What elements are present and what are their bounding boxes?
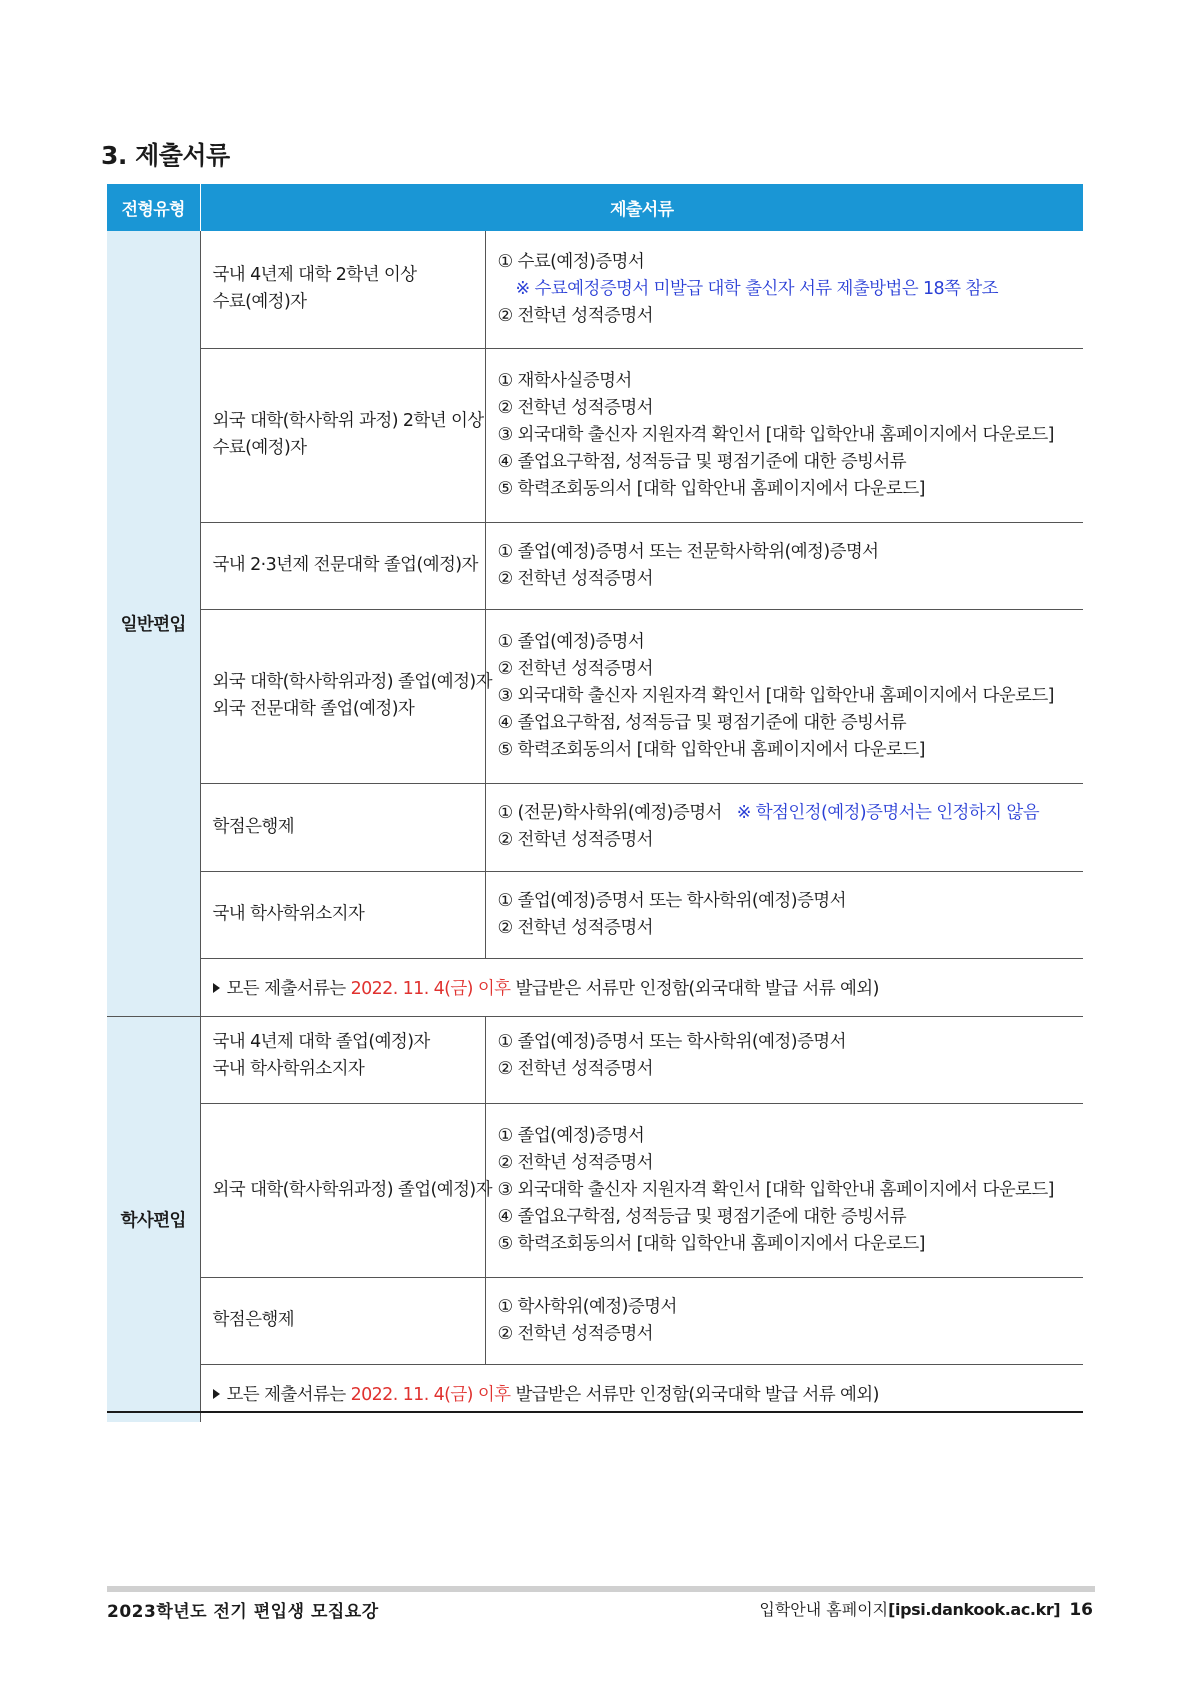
qualification-line: 수료(예정)자 [212,292,307,313]
qualification-cell [200,231,485,348]
notice-date: 2022. 11. 4(금) 이후 [350,1384,511,1405]
qualification-line: 국내 2·3년제 전문대학 졸업(예정)자 [212,555,478,575]
qualification-cell [200,1016,485,1103]
notice-suffix: 발급받은 서류만 인정함(외국대학 발급 서류 예외) [510,1384,879,1405]
document-item: ③ 외국대학 출신자 지원자격 확인서 [대학 입학안내 홈페이지에서 다운로드] [497,1179,1054,1200]
document-item: ② 전학년 성적증명서 [497,568,653,589]
page-number: 16 [1069,1600,1093,1620]
table-row [107,231,1083,348]
document-note: ※ 학점인정(예정)증명서는 인정하지 않음 [736,803,1040,823]
footer-homepage [759,1597,1093,1620]
table-header-row [107,184,1083,231]
qualification-cell [200,871,485,958]
documents-table [107,184,1083,1422]
document-item: ⑤ 학력조회동의서 [대학 입학안내 홈페이지에서 다운로드] [497,739,925,760]
document-item: ⑤ 학력조회동의서 [대학 입학안내 홈페이지에서 다운로드] [497,1233,925,1254]
table-row [107,1103,1083,1277]
document-item: ② 전학년 성적증명서 [497,830,653,850]
table-row [107,871,1083,958]
table-row [107,609,1083,783]
table-row [107,1016,1083,1103]
documents-cell [485,871,1083,958]
qualification-cell [200,348,485,522]
table-bottom-rule [107,1411,1083,1413]
document-item: ④ 졸업요구학점, 성적등급 및 평점기준에 대한 증빙서류 [497,712,907,733]
qualification-line: 국내 4년제 대학 졸업(예정)자 [212,1031,430,1052]
qualification-cell [200,1103,492,1277]
documents-cell [485,231,1083,348]
table-row [107,783,1083,871]
qualification-line: 외국 전문대학 졸업(예정)자 [212,699,415,719]
footer-title: 2023학년도 전기 편입생 모집요강 [107,1602,379,1622]
section-title: 3. 제출서류 [101,141,230,170]
notice-prefix: 모든 제출서류는 [226,978,351,999]
document-item: ④ 졸업요구학점, 성적등급 및 평점기준에 대한 증빙서류 [497,451,907,472]
document-item: ① 졸업(예정)증명서 [497,631,645,652]
document-item: ② 전학년 성적증명서 [497,397,653,418]
document-item: ③ 외국대학 출신자 지원자격 확인서 [대학 입학안내 홈페이지에서 다운로드] [497,424,1054,445]
qualification-line: 외국 대학(학사학위 과정) 2학년 이상 [212,411,484,431]
qualification-cell [200,1277,485,1364]
document-item: ① 졸업(예정)증명서 [497,1125,645,1146]
qualification-line: 외국 대학(학사학위과정) 졸업(예정)자 [212,672,492,692]
document-item: ② 전학년 성적증명서 [497,917,653,938]
header-type: 전형유형 [107,184,200,231]
documents-cell [485,522,1083,609]
notice-suffix: 발급받은 서류만 인정함(외국대학 발급 서류 예외) [510,978,879,999]
qualification-line: 외국 대학(학사학위과정) 졸업(예정)자 [212,1179,492,1200]
qualification-line: 국내 학사학위소지자 [212,1058,365,1079]
table-row [107,348,1083,522]
header-docs: 제출서류 [200,184,1083,231]
qualification-line: 학점은행제 [212,816,295,837]
documents-cell [485,348,1083,522]
document-note: ※ 수료예정증명서 미발급 대학 출신자 서류 제출방법은 18쪽 참조 [515,278,998,299]
document-item: ① (전문)학사학위(예정)증명서 [497,803,722,823]
document-item: ① 졸업(예정)증명서 또는 학사학위(예정)증명서 [497,1031,846,1052]
qualification-line: 학점은행제 [212,1310,295,1330]
qualification-cell [200,522,485,609]
triangle-bullet-icon [213,1389,220,1399]
document-item: ⑤ 학력조회동의서 [대학 입학안내 홈페이지에서 다운로드] [497,478,925,499]
qualification-cell [200,609,492,783]
documents-cell [485,1016,1083,1103]
footer-homepage-url: [ipsi.dankook.ac.kr] [888,1600,1061,1619]
document-item: ④ 졸업요구학점, 성적등급 및 평점기준에 대한 증빙서류 [497,1206,907,1227]
table-row [107,522,1083,609]
type-bachelor-transfer: 학사편입 [107,1016,200,1422]
qualification-line: 국내 학사학위소지자 [212,904,365,924]
qualification-line: 국내 4년제 대학 2학년 이상 [212,265,417,286]
document-item: ① 졸업(예정)증명서 또는 학사학위(예정)증명서 [497,890,846,911]
document-item-with-note [498,800,1084,827]
triangle-bullet-icon [213,983,220,993]
document-item: ② 전학년 성적증명서 [497,1058,653,1079]
footer-homepage-label: 입학안내 홈페이지 [759,1600,889,1619]
documents-cell [485,1277,1083,1364]
document-item: ③ 외국대학 출신자 지원자격 확인서 [대학 입학안내 홈페이지에서 다운로드] [497,685,1054,706]
table-row [107,1277,1083,1364]
documents-cell [485,1103,1083,1277]
documents-cell [485,609,1083,783]
table-row [107,958,1083,1016]
document-item: ② 전학년 성적증명서 [497,305,653,326]
documents-cell [485,783,1083,871]
notice-cell [200,958,1083,1016]
notice-prefix: 모든 제출서류는 [226,1384,351,1405]
document-item: ① 수료(예정)증명서 [497,251,645,272]
document-item: ② 전학년 성적증명서 [497,1323,653,1344]
document-item: ① 졸업(예정)증명서 또는 전문학사학위(예정)증명서 [497,541,879,562]
document-item: ② 전학년 성적증명서 [497,658,653,679]
document-item: ② 전학년 성적증명서 [497,1152,653,1173]
notice-date: 2022. 11. 4(금) 이후 [350,978,511,999]
qualification-cell [200,783,485,871]
footer-divider [107,1586,1095,1592]
type-general-transfer: 일반편입 [107,231,200,1016]
qualification-line: 수료(예정)자 [212,438,307,458]
document-item: ① 학사학위(예정)증명서 [497,1296,677,1317]
document-item: ① 재학사실증명서 [497,370,632,391]
